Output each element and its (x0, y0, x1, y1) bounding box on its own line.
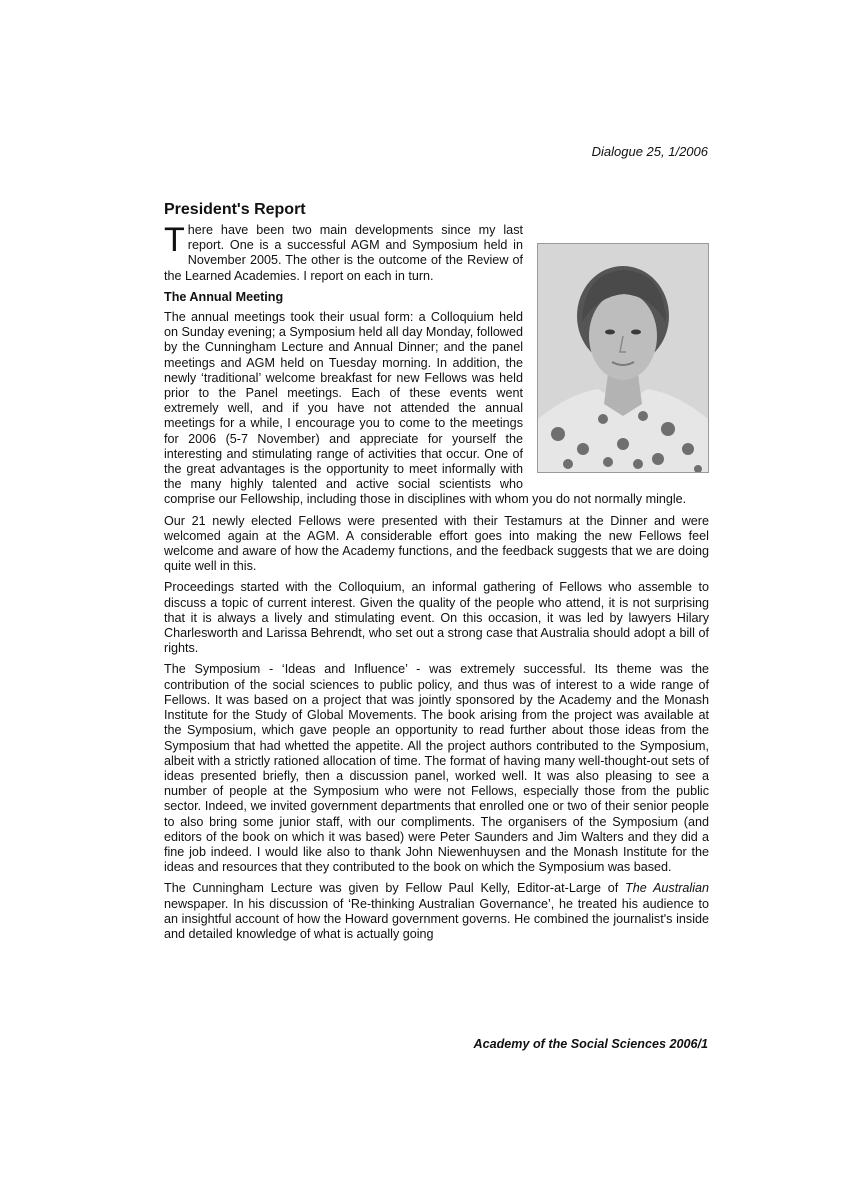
article-title: President's Report (164, 201, 306, 218)
newspaper-name: The Australian (625, 881, 710, 896)
author-portrait (537, 243, 709, 473)
paragraph-symposium: The Symposium - ‘Ideas and Influence’ - was extremely successful. Its theme was the contribution of the social sciences to public policy, and thus was of interest to a wide range of Fellows. It was based on a project that was jointly sponsored by the Academy and the Monash Institute for the Study of Global Movements. The book arising from the project was available at the Symposium, which gave people an opportunity to read further about those ideas from the Symposium that had whetted the appetite. All the project authors contributed to the Symposium, albeit with a strictly rationed allocation of time. The format of having many well-thought-out sets of ideas presented briefly, then a discussion panel, worked well. It was also pleasing to see a number of people at the Symposium who were not Fellows, especially those from the public sector. Indeed, we invited government departments that enrolled one or two of their senior people to also bring some junior staff, with our compliments. The organisers of the Symposium (and editors of the book on which it was based) were Peter Saunders and Jim Walters and they did a fine job indeed. I would like also to thank John Niewenhuysen and the Monash Institute for the ideas and resources that they contributed to the book on which the Symposium was based. (164, 662, 709, 875)
paragraph-annual-meetings: The annual meetings took their usual form: a Colloquium held on Sunday evening; a Symposium held all day Monday, followed by the Cunningham Lecture and Annual Dinner; and the panel meetings and AGM held on Tuesday morning. In addition, the newly ‘traditional’ welcome breakfast for new Fellows was held prior to the Panel meetings. Each of these events went extremely well, and if you have not attended the annual meetings for a while, I encourage you to come to the meetings for 2006 (5-7 November) and appreciate for yourself the interesting and stimulating range of activities that occur. One of the great advantages is the opportunity to meet informally with the many highly talented and active social scientists who comprise our Fellowship, including those in disciplines with whom you do not normally mingle. (164, 310, 687, 507)
paragraph-new-fellows: Our 21 newly elected Fellows were presented with their Testamurs at the Dinner and were welcomed again at the AGM. A considerable effort goes into making the new Fellows feel welcome and aware of how the Academy functions, and the feedback suggests that we are doing quite well in this. (164, 513, 709, 574)
lecture-text-end: newspaper. In his discussion of ‘Re-thinking Australian Governance’, he treated his audience to an insightful account of how the Howard government governs. He combined the journalist's inside and detailed knowledge of what is actually going (164, 896, 709, 941)
issue-header: Dialogue 25, 1/2006 (591, 144, 708, 159)
page-footer: Academy of the Social Sciences 2006/1 (473, 1037, 708, 1051)
paragraph-colloquium: Proceedings started with the Colloquium, an informal gathering of Fellows who assemble to discuss a topic of current interest. Given the quality of the people who attend, it is not surprising that it is always a lively and stimulating event. On this occasion, it was led by lawyers Hilary Charlesworth and Larissa Behrendt, who set out a strong case that Australia should adopt a bill of rights. (164, 580, 709, 656)
lecture-text-start: The Cunningham Lecture was given by Fellow Paul Kelly, Editor-at-Large of (164, 881, 626, 896)
article (164, 200, 709, 948)
intro-text: here have been two main developments since my last report. One is a successful AGM and Symposium held in November 2005. The other is the outcome of the Review of the Learned Academies. I report on each in turn. (164, 223, 523, 283)
section-heading: The Annual Meeting (164, 289, 284, 304)
paragraph-cunningham-lecture (164, 881, 709, 942)
drop-cap: T (164, 221, 185, 259)
